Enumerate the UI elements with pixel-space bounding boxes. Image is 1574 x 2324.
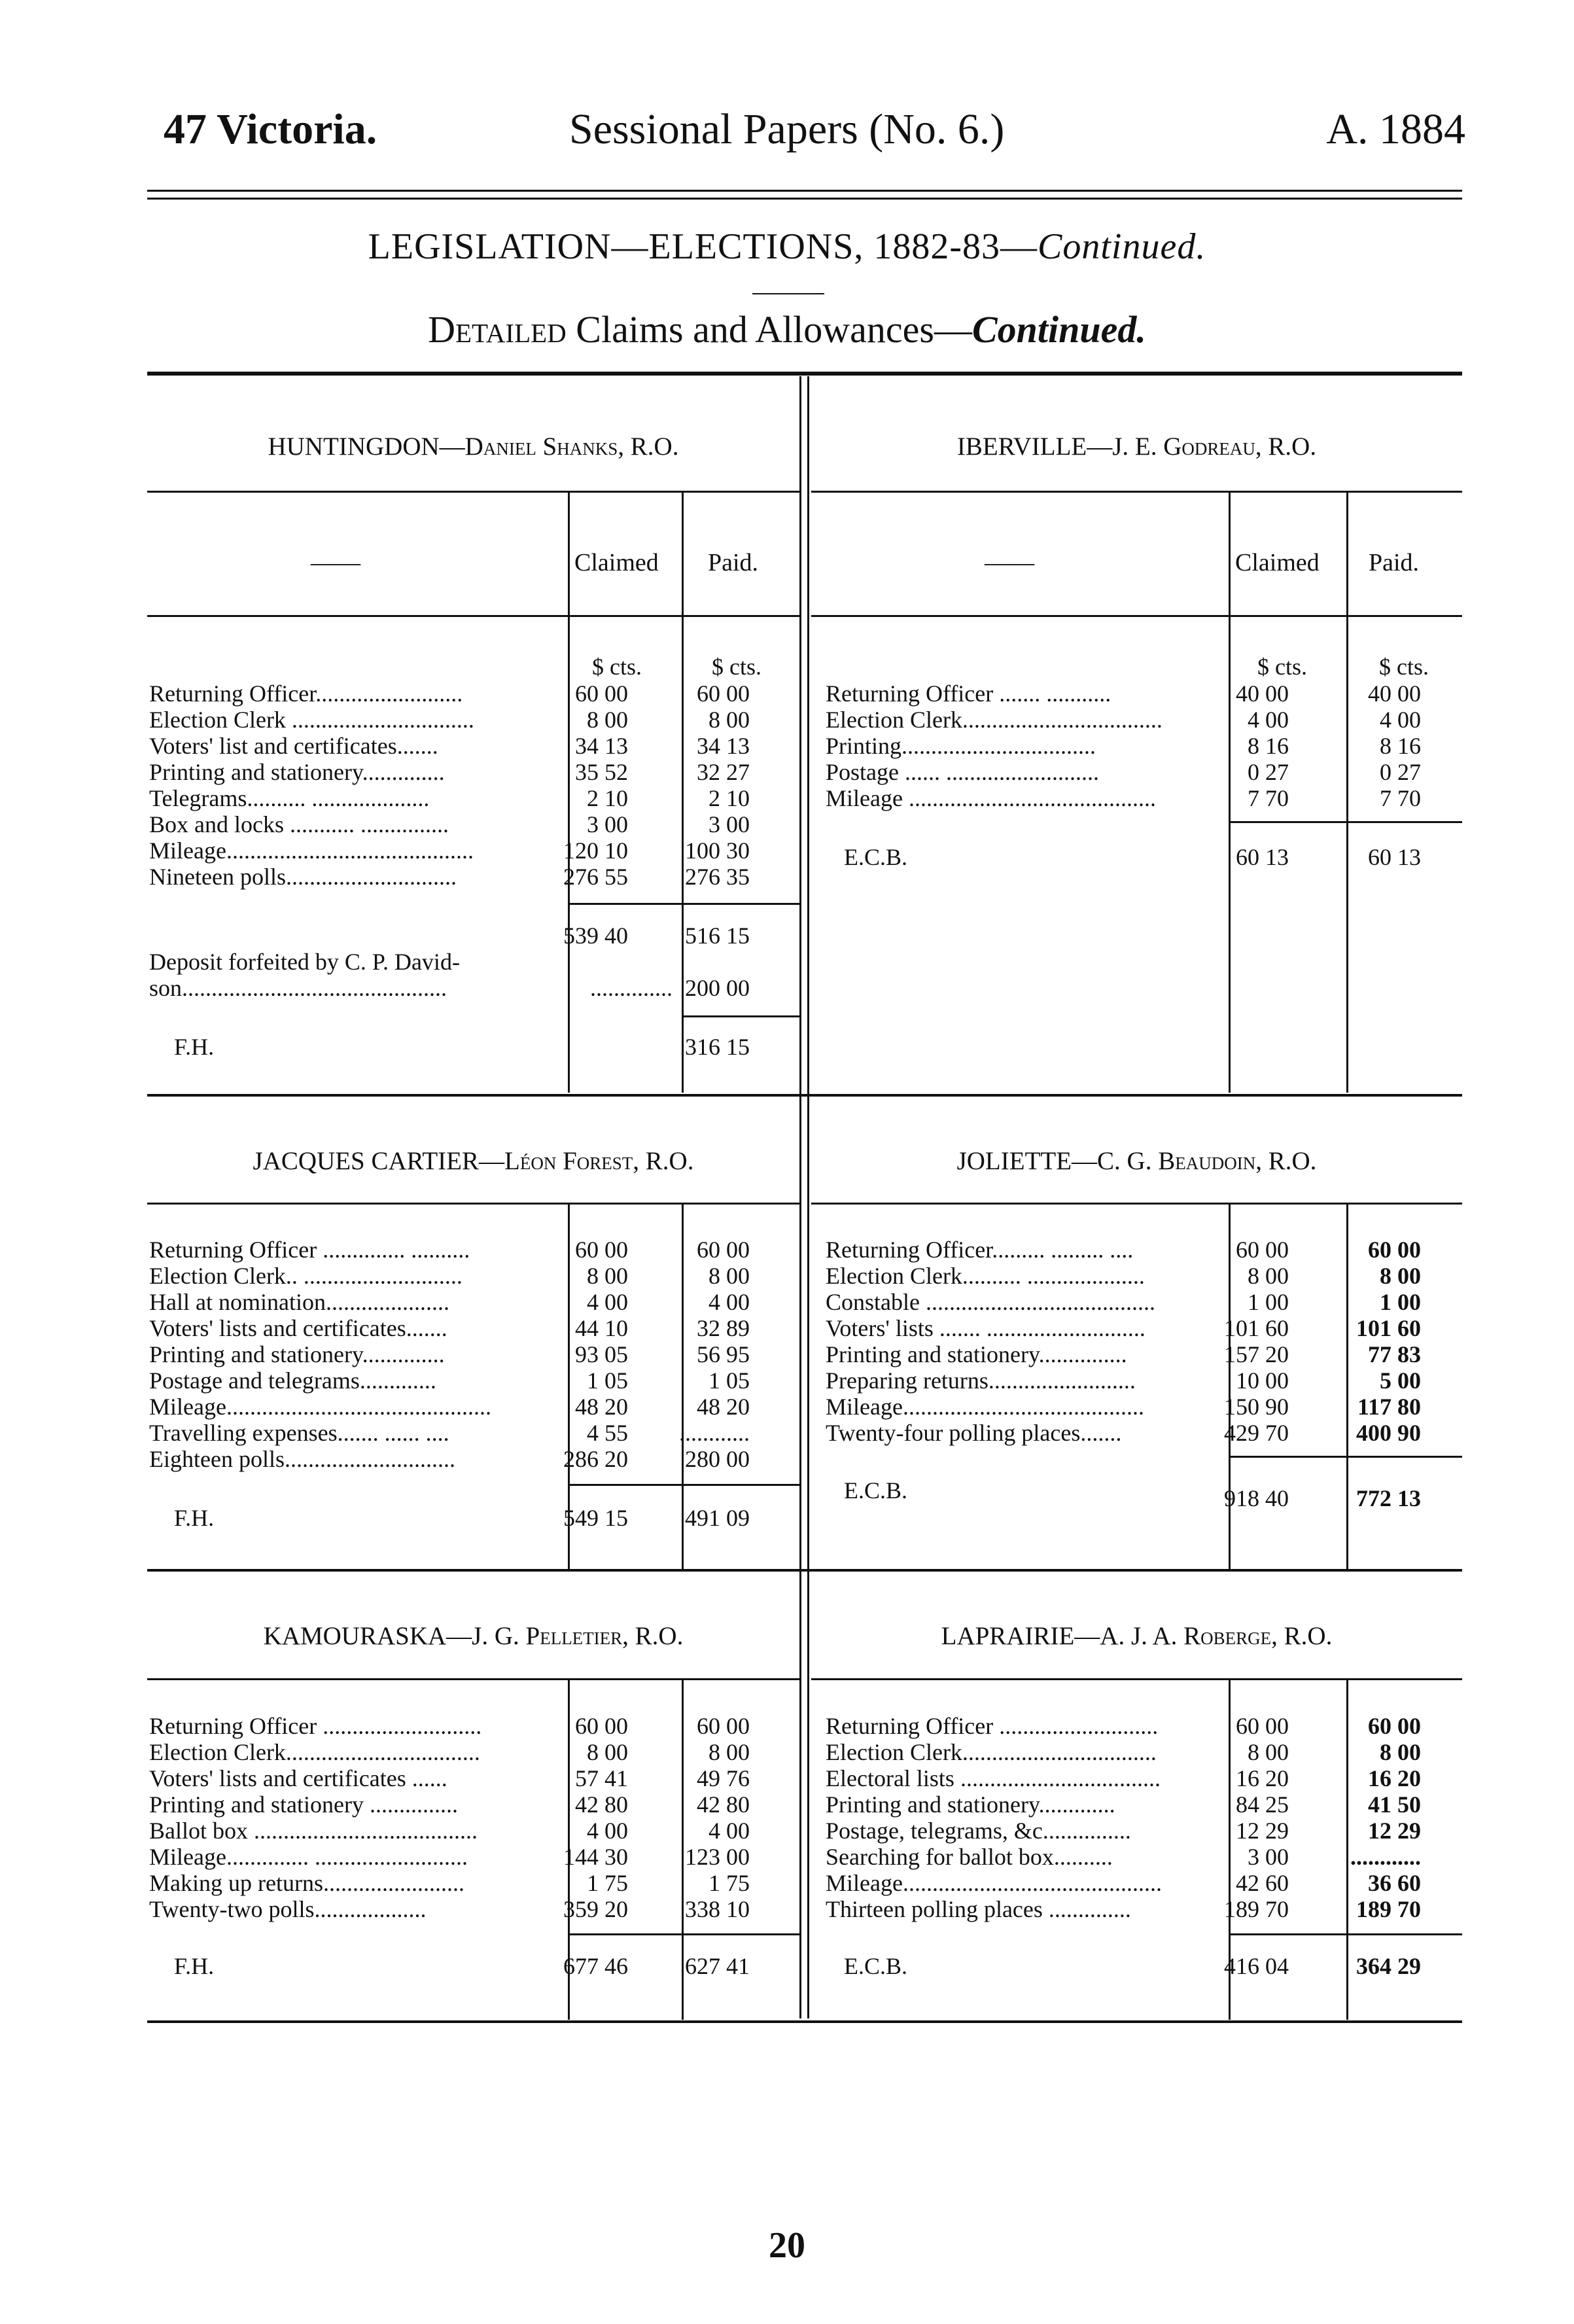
row-claimed: 150 90 xyxy=(1224,1394,1289,1420)
row-paid: 7 70 xyxy=(1380,785,1421,811)
row-claimed: 1 00 xyxy=(1248,1289,1289,1315)
row-label: Printing and stationery............... xyxy=(826,1341,1127,1367)
short-rule xyxy=(752,293,824,294)
row-claimed: 3 00 xyxy=(1248,1844,1289,1870)
row-label: Mileage.............. .......................... xyxy=(149,1844,468,1870)
row-label: Postage ...... .......................... xyxy=(826,759,1099,785)
row-claimed: 93 05 xyxy=(575,1341,628,1367)
row-claimed: 3 00 xyxy=(587,811,628,837)
row-claimed: 60 00 xyxy=(575,1237,628,1263)
row-claimed: 4 55 xyxy=(587,1420,628,1446)
table-row xyxy=(149,1315,797,1341)
table-row xyxy=(149,1713,797,1739)
table-row xyxy=(826,1289,1460,1315)
row-label: Returning Officer......... ......... .... xyxy=(826,1237,1134,1263)
joliette-total-rule xyxy=(1230,1456,1462,1458)
row-label: Election Clerk.................................. xyxy=(826,707,1163,733)
table-row xyxy=(826,1953,1460,1979)
row-paid: 189 70 xyxy=(1356,1896,1421,1922)
joliette-district: JOLIETTE—C. G. xyxy=(956,1147,1159,1175)
row-label: Returning Officer......................... xyxy=(149,680,463,707)
auditor-note: F.H. xyxy=(174,1953,215,1979)
auditor-note: E.C.B. xyxy=(844,844,908,870)
table-row xyxy=(149,1870,797,1896)
iberville-currency-claimed: $ cts. xyxy=(1257,654,1307,680)
header-year: A. 1884 xyxy=(1326,105,1465,153)
row-claimed: 42 80 xyxy=(575,1791,628,1818)
huntingdon-final xyxy=(149,1034,797,1060)
row-paid: 34 13 xyxy=(697,733,750,759)
joliette-title xyxy=(811,1146,1462,1176)
joliette-ro: , R.O. xyxy=(1255,1147,1317,1175)
row-claimed: 48 20 xyxy=(575,1394,628,1420)
row-paid: 4 00 xyxy=(1380,707,1421,733)
page-subtitle xyxy=(0,308,1574,351)
huntingdon-final-rule xyxy=(683,1015,799,1017)
row-paid: 1 00 xyxy=(1380,1289,1421,1315)
row-paid: 48 20 xyxy=(697,1394,750,1420)
row-claimed: 8 00 xyxy=(1248,1263,1289,1289)
row-paid: 5 00 xyxy=(1380,1367,1421,1394)
laprairie-total-rule xyxy=(1230,1933,1462,1935)
row-claimed: 12 29 xyxy=(1236,1818,1289,1844)
row-claimed: 144 30 xyxy=(563,1844,628,1870)
huntingdon-rule-1 xyxy=(147,491,799,493)
row-label: Hall at nomination..................... xyxy=(149,1289,449,1315)
auditor-note: F.H. xyxy=(174,1034,215,1060)
row-paid: 60 00 xyxy=(697,1713,750,1739)
kamouraska-table xyxy=(149,1713,797,1922)
row-paid: 77 83 xyxy=(1368,1341,1421,1367)
row-label: Mileage............................................. xyxy=(149,1394,491,1420)
row-paid: 60 00 xyxy=(1368,1237,1421,1263)
iberville-currency-paid: $ cts. xyxy=(1379,654,1429,680)
row-claimed: 189 70 xyxy=(1224,1896,1289,1922)
row-paid: 40 00 xyxy=(1368,680,1421,707)
row-label: Twenty-four polling places....... xyxy=(826,1420,1122,1446)
iberville-officer: Godreau xyxy=(1163,432,1255,461)
row-label: Election Clerk ............................... xyxy=(149,707,474,733)
row-label: Mileage .......................................... xyxy=(826,785,1156,811)
subtitle-continued: Continued. xyxy=(971,308,1146,351)
row-paid: 32 27 xyxy=(697,759,750,785)
row-claimed: 8 16 xyxy=(1248,733,1289,759)
row-label: Searching for ballot box.......... xyxy=(826,1844,1113,1870)
table-row xyxy=(826,785,1460,811)
row-claimed: 42 60 xyxy=(1236,1870,1289,1896)
page-title-main: LEGISLATION—ELECTIONS, 1882-83— xyxy=(368,226,1038,267)
table-row xyxy=(149,1367,797,1394)
row-label: Box and locks ........... ............... xyxy=(149,811,449,837)
row-paid: 60 00 xyxy=(697,1237,750,1263)
iberville-rule-2 xyxy=(811,615,1462,617)
kamouraska-totals xyxy=(149,1953,797,1979)
row-paid: 338 10 xyxy=(685,1896,750,1922)
huntingdon-district: HUNTINGDON— xyxy=(268,432,465,461)
total-paid: 627 41 xyxy=(685,1953,750,1979)
row-label: Eighteen polls............................. xyxy=(149,1446,455,1472)
iberville-head-claimed: Claimed xyxy=(1235,549,1320,576)
huntingdon-table xyxy=(149,680,797,890)
table-bottom-rule xyxy=(147,2020,1462,2023)
row-label: Ballot box ...................................... xyxy=(149,1818,478,1844)
row-paid: ............ xyxy=(679,1420,750,1446)
huntingdon-currency-claimed: $ cts. xyxy=(592,654,642,680)
row-paid: 8 00 xyxy=(1380,1739,1421,1765)
row-claimed: 101 60 xyxy=(1224,1315,1289,1341)
table-row xyxy=(826,1870,1460,1896)
joliette-table xyxy=(826,1237,1460,1446)
row-claimed: 286 20 xyxy=(563,1446,628,1472)
huntingdon-title xyxy=(147,432,799,461)
page-number: 20 xyxy=(769,2225,805,2266)
huntingdon-head-paid: Paid. xyxy=(708,549,759,576)
row-label: Returning Officer ........................... xyxy=(826,1713,1159,1739)
row-paid: 400 90 xyxy=(1356,1420,1421,1446)
row-paid: 0 27 xyxy=(1380,759,1421,785)
row-claimed: 8 00 xyxy=(587,1739,628,1765)
table-row xyxy=(149,1765,797,1791)
row-paid: 1 75 xyxy=(708,1870,750,1896)
row-claimed: 60 00 xyxy=(1236,1237,1289,1263)
joliette-totals xyxy=(826,1477,1460,1511)
table-row xyxy=(149,1844,797,1870)
jacques-cartier-title xyxy=(147,1146,799,1176)
deposit-label-cont: son............................................. xyxy=(149,975,447,1001)
row-label: Printing and stationery.............. xyxy=(149,759,445,785)
row-label: Election Clerk.. ........................... xyxy=(149,1263,463,1289)
row-claimed: 57 41 xyxy=(575,1765,628,1791)
table-row xyxy=(826,759,1460,785)
center-divider-left xyxy=(799,376,801,2018)
row-label: Election Clerk................................. xyxy=(826,1739,1157,1765)
total-paid: 364 29 xyxy=(1356,1953,1421,1979)
table-row xyxy=(826,707,1460,733)
table-row xyxy=(149,1505,797,1531)
deposit-label: Deposit forfeited by C. P. David- xyxy=(149,949,460,975)
row-claimed: 60 00 xyxy=(575,1713,628,1739)
row-label: Travelling expenses....... ...... .... xyxy=(149,1420,449,1446)
row-paid: 276 35 xyxy=(685,864,750,890)
table-row xyxy=(149,811,797,837)
row-paid: 4 00 xyxy=(708,1289,750,1315)
row-label: Making up returns........................ xyxy=(149,1870,464,1896)
row-claimed: 84 25 xyxy=(1236,1791,1289,1818)
laprairie-ro: , R.O. xyxy=(1271,1622,1333,1650)
row-claimed: 40 00 xyxy=(1236,680,1289,707)
iberville-head-item: —— xyxy=(985,549,1034,576)
table-row xyxy=(149,1034,797,1060)
table-row xyxy=(149,1420,797,1446)
row-label: Twenty-two polls................... xyxy=(149,1896,427,1922)
row-claimed: 0 27 xyxy=(1248,759,1289,785)
table-row xyxy=(149,1263,797,1289)
center-divider-right xyxy=(807,376,809,2018)
table-row xyxy=(149,837,797,864)
table-row xyxy=(826,844,1460,870)
section-rule-2 xyxy=(147,1569,1462,1572)
jacques-cartier-rule xyxy=(147,1203,799,1205)
row-claimed: 60 00 xyxy=(575,680,628,707)
table-row xyxy=(826,1844,1460,1870)
table-row xyxy=(826,733,1460,759)
row-claimed: 4 00 xyxy=(587,1289,628,1315)
table-row xyxy=(149,1394,797,1420)
iberville-total-rule xyxy=(1230,821,1462,823)
kamouraska-ro: , R.O. xyxy=(622,1622,684,1650)
table-row xyxy=(149,1953,797,1979)
row-paid: 4 00 xyxy=(708,1818,750,1844)
table-row xyxy=(826,1739,1460,1765)
laprairie-district: LAPRAIRIE—A. J. A. xyxy=(941,1622,1184,1650)
table-row xyxy=(149,1739,797,1765)
row-paid: ............ xyxy=(1350,1844,1421,1870)
row-label: Voters' list and certificates....... xyxy=(149,733,438,759)
jacques-cartier-total-rule xyxy=(569,1484,799,1486)
subtitle-detailed: Detailed xyxy=(428,308,567,351)
row-label: Printing and stationery.............. xyxy=(149,1341,445,1367)
huntingdon-rule-2 xyxy=(147,615,799,617)
row-label: Election Clerk................................. xyxy=(149,1739,480,1765)
jacques-cartier-table xyxy=(149,1237,797,1472)
row-claimed: 120 10 xyxy=(563,837,628,864)
row-label: Printing................................. xyxy=(826,733,1096,759)
section-rule-1 xyxy=(147,1094,1462,1097)
table-row xyxy=(826,1341,1460,1367)
table-row xyxy=(149,975,797,1001)
kamouraska-rule xyxy=(147,1678,799,1680)
table-row xyxy=(826,1791,1460,1818)
row-claimed: 1 75 xyxy=(587,1870,628,1896)
row-claimed: 34 13 xyxy=(575,733,628,759)
iberville-rule-1 xyxy=(811,491,1462,493)
table-row xyxy=(826,680,1460,707)
auditor-note: E.C.B. xyxy=(844,1953,908,1979)
laprairie-officer: Roberge xyxy=(1183,1622,1272,1650)
row-paid: 49 76 xyxy=(697,1765,750,1791)
laprairie-table xyxy=(826,1713,1460,1922)
row-claimed: 8 00 xyxy=(587,1263,628,1289)
auditor-note: E.C.B. xyxy=(844,1477,908,1504)
total-paid: 516 15 xyxy=(685,923,750,949)
row-label: Mileage............................................ xyxy=(826,1870,1162,1896)
row-paid: 16 20 xyxy=(1368,1765,1421,1791)
total-claimed: 677 46 xyxy=(563,1953,628,1979)
table-row xyxy=(826,1713,1460,1739)
huntingdon-head-claimed: Claimed xyxy=(574,549,659,576)
table-row xyxy=(149,864,797,890)
huntingdon-currency-paid: $ cts. xyxy=(712,654,761,680)
page-title xyxy=(0,226,1574,268)
row-paid: 1 05 xyxy=(708,1367,750,1394)
total-claimed: 918 40 xyxy=(1224,1485,1289,1511)
header-volume: 47 Victoria. xyxy=(164,105,377,153)
row-claimed: 16 20 xyxy=(1236,1765,1289,1791)
row-label: Preparing returns......................... xyxy=(826,1367,1136,1394)
total-paid: 772 13 xyxy=(1356,1485,1421,1511)
row-label: Returning Officer ........................... xyxy=(149,1713,482,1739)
table-row xyxy=(149,680,797,707)
row-paid: 123 00 xyxy=(685,1844,750,1870)
row-claimed: 60 00 xyxy=(1236,1713,1289,1739)
table-row xyxy=(826,1477,1460,1511)
row-label: Mileage......................................... xyxy=(826,1394,1144,1420)
total-paid: 491 09 xyxy=(685,1505,750,1531)
row-claimed: 8 00 xyxy=(587,707,628,733)
row-label: Postage and telegrams............. xyxy=(149,1367,436,1394)
joliette-rule xyxy=(811,1203,1462,1205)
total-claimed: 539 40 xyxy=(563,923,628,949)
huntingdon-head-item: —— xyxy=(311,549,360,576)
table-row xyxy=(149,1818,797,1844)
huntingdon-subtotal-rule xyxy=(569,903,799,905)
table-row xyxy=(149,1446,797,1472)
row-label: Telegrams.......... .................... xyxy=(149,785,430,811)
table-row xyxy=(149,1341,797,1367)
row-paid: 36 60 xyxy=(1368,1870,1421,1896)
row-label: Thirteen polling places .............. xyxy=(826,1896,1131,1922)
row-claimed: 4 00 xyxy=(587,1818,628,1844)
row-claimed: 35 52 xyxy=(575,759,628,785)
row-paid: 60 00 xyxy=(1368,1713,1421,1739)
jacques-cartier-ro: , R.O. xyxy=(633,1147,694,1175)
iberville-head-paid: Paid. xyxy=(1369,549,1420,576)
final-paid: 316 15 xyxy=(685,1034,750,1060)
total-claimed: 60 13 xyxy=(1236,844,1289,870)
row-claimed: 10 00 xyxy=(1236,1367,1289,1394)
row-paid: 117 80 xyxy=(1357,1394,1421,1420)
table-row xyxy=(826,1765,1460,1791)
table-row xyxy=(826,1315,1460,1341)
total-claimed: 416 04 xyxy=(1224,1953,1289,1979)
table-top-rule xyxy=(147,372,1462,376)
table-row xyxy=(149,1896,797,1922)
row-paid: 41 50 xyxy=(1368,1791,1421,1818)
row-claimed: 1 05 xyxy=(587,1367,628,1394)
table-row xyxy=(149,785,797,811)
row-claimed: 157 20 xyxy=(1224,1341,1289,1367)
kamouraska-title xyxy=(147,1621,799,1651)
row-claimed: 7 70 xyxy=(1248,785,1289,811)
table-row xyxy=(149,1791,797,1818)
row-label: Election Clerk.......... .................... xyxy=(826,1263,1145,1289)
table-row xyxy=(826,1237,1460,1263)
laprairie-totals xyxy=(826,1953,1460,1979)
row-claimed: 359 20 xyxy=(563,1896,628,1922)
row-label: Electoral lists .................................. xyxy=(826,1765,1161,1791)
table-row xyxy=(826,1367,1460,1394)
running-header xyxy=(164,105,1465,164)
header-papers: Sessional Papers (No. 6.) xyxy=(569,105,1005,153)
row-label: Voters' lists and certificates....... xyxy=(149,1315,447,1341)
row-label: Nineteen polls............................. xyxy=(149,864,457,890)
iberville-totals xyxy=(826,844,1460,870)
row-claimed: 429 70 xyxy=(1224,1420,1289,1446)
huntingdon-totals xyxy=(149,923,797,1001)
total-claimed: 549 15 xyxy=(563,1505,628,1531)
auditor-note: F.H. xyxy=(174,1505,215,1531)
table-row xyxy=(149,923,797,949)
iberville-table xyxy=(826,680,1460,811)
deposit-paid: 200 00 xyxy=(685,975,750,1001)
table-row xyxy=(149,733,797,759)
row-paid: 100 30 xyxy=(685,837,750,864)
row-paid: 2 10 xyxy=(708,785,750,811)
row-label: Mileage.......................................... xyxy=(149,837,474,864)
iberville-district: IBERVILLE—J. E. xyxy=(956,432,1164,461)
row-label: Returning Officer .............. .......... xyxy=(149,1237,470,1263)
row-paid: 8 00 xyxy=(1380,1263,1421,1289)
row-claimed: 4 00 xyxy=(1248,707,1289,733)
row-label: Voters' lists ....... ........................... xyxy=(826,1315,1146,1341)
deposit-claimed: .............. xyxy=(590,975,673,1001)
page-title-continued: Continued. xyxy=(1038,226,1206,267)
laprairie-rule xyxy=(811,1678,1462,1680)
kamouraska-district: KAMOURASKA—J. G. xyxy=(263,1622,526,1650)
jacques-cartier-totals xyxy=(149,1505,797,1531)
row-paid: 12 29 xyxy=(1368,1818,1421,1844)
iberville-title xyxy=(811,432,1462,461)
row-claimed: 8 00 xyxy=(1248,1739,1289,1765)
row-claimed: 44 10 xyxy=(575,1315,628,1341)
total-paid: 60 13 xyxy=(1368,844,1421,870)
kamouraska-total-rule xyxy=(569,1933,799,1935)
row-paid: 3 00 xyxy=(708,811,750,837)
laprairie-title xyxy=(811,1621,1462,1651)
row-label: Printing and stationery............. xyxy=(826,1791,1115,1818)
row-label: Printing and stationery ............... xyxy=(149,1791,458,1818)
iberville-ro: , R.O. xyxy=(1255,432,1317,461)
table-row xyxy=(149,1237,797,1263)
row-label: Returning Officer ....... ........... xyxy=(826,680,1111,707)
row-claimed: 276 55 xyxy=(563,864,628,890)
huntingdon-ro: , R.O. xyxy=(618,432,679,461)
table-row xyxy=(826,1818,1460,1844)
table-row xyxy=(149,1289,797,1315)
row-paid: 8 00 xyxy=(708,707,750,733)
row-claimed: 2 10 xyxy=(587,785,628,811)
table-row xyxy=(826,1420,1460,1446)
huntingdon-officer: Daniel Shanks xyxy=(464,432,618,461)
row-paid: 42 80 xyxy=(697,1791,750,1818)
row-label: Postage, telegrams, &c............... xyxy=(826,1818,1131,1844)
row-paid: 280 00 xyxy=(685,1446,750,1472)
row-paid: 56 95 xyxy=(697,1341,750,1367)
table-row xyxy=(826,1263,1460,1289)
jacques-cartier-district: JACQUES CARTIER— xyxy=(253,1147,504,1175)
row-label: Voters' lists and certificates ...... xyxy=(149,1765,447,1791)
row-paid: 32 89 xyxy=(697,1315,750,1341)
jacques-cartier-officer: Léon Forest xyxy=(504,1147,633,1175)
table-row xyxy=(149,759,797,785)
joliette-officer: Beaudoin xyxy=(1158,1147,1256,1175)
row-paid: 8 00 xyxy=(708,1263,750,1289)
table-row xyxy=(149,707,797,733)
table-row xyxy=(149,949,797,975)
row-paid: 8 00 xyxy=(708,1739,750,1765)
row-paid: 8 16 xyxy=(1380,733,1421,759)
row-paid: 60 00 xyxy=(697,680,750,707)
header-double-rule xyxy=(147,190,1462,200)
subtitle-rest: Claims and Allowances— xyxy=(566,308,972,351)
kamouraska-officer: Pelletier xyxy=(525,1622,623,1650)
table-row xyxy=(826,1394,1460,1420)
row-paid: 101 60 xyxy=(1356,1315,1421,1341)
table-row xyxy=(826,1896,1460,1922)
row-label: Constable ....................................... xyxy=(826,1289,1155,1315)
